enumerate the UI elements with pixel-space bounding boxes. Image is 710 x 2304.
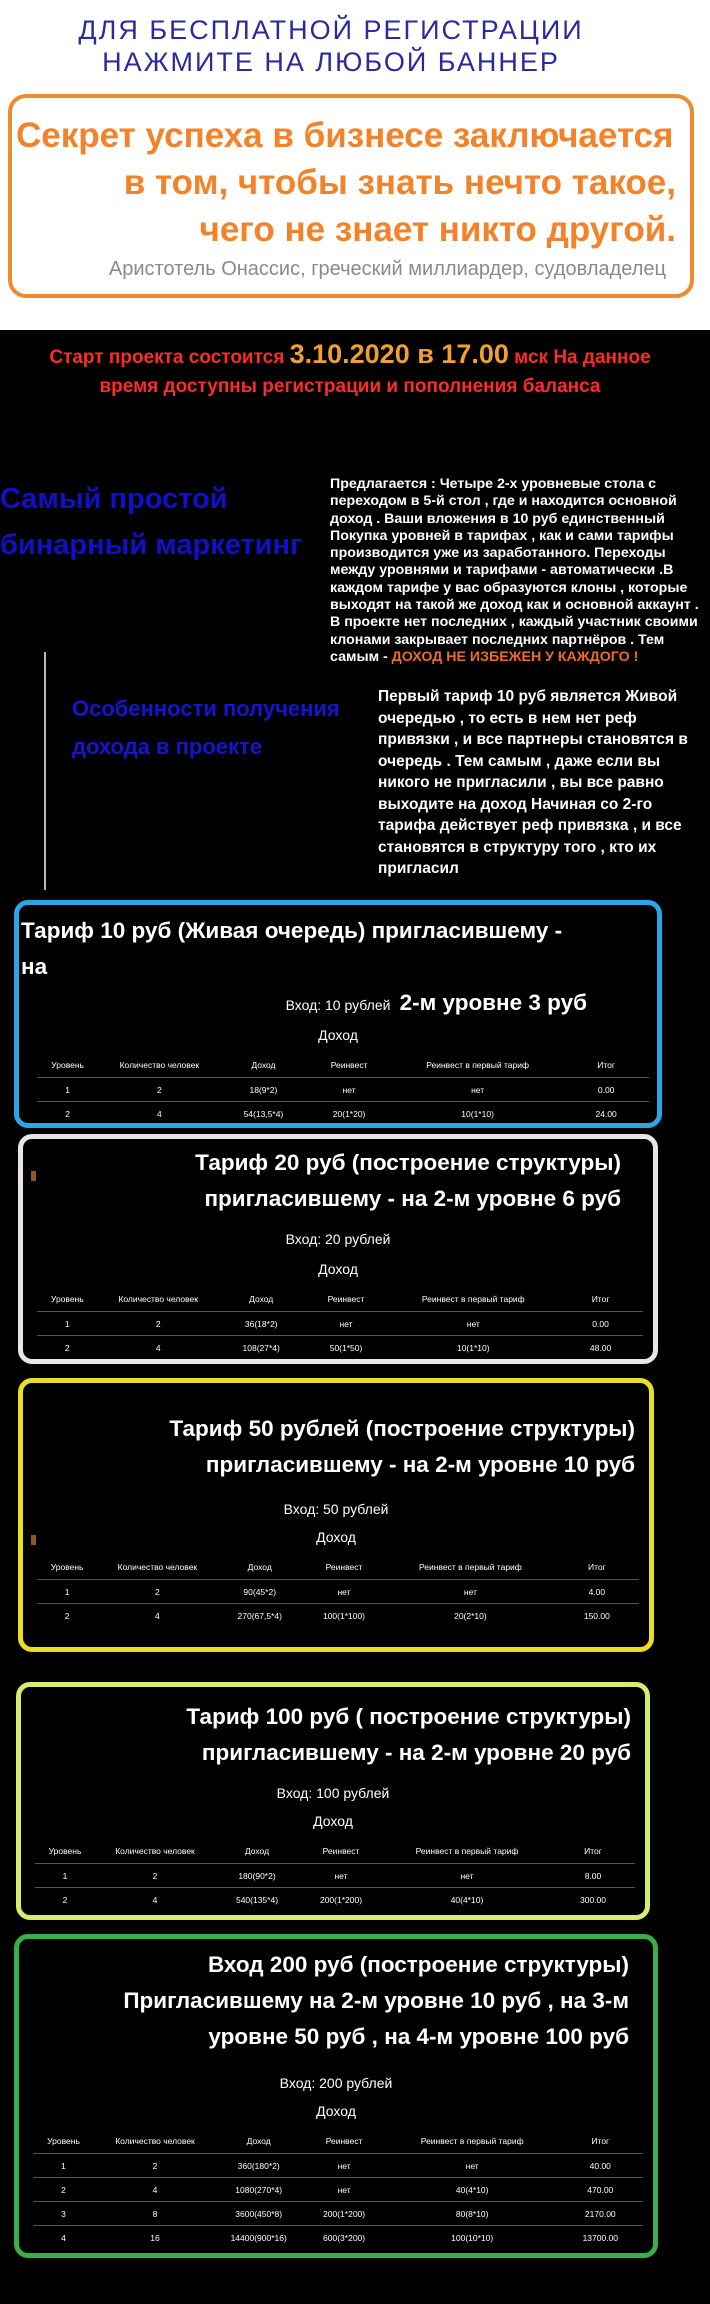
features-line-2: дохода в проекте (72, 734, 263, 759)
table-row (37, 1102, 649, 1126)
tariff-title-line: пригласившему - на 2-м уровне 10 руб (205, 1452, 635, 1477)
table-cell: 180(90*2) (215, 1864, 299, 1888)
table-cell: 2 (94, 2154, 216, 2178)
table-cell: 4 (155, 1342, 161, 1353)
table-cell: 108(27*4) (242, 1342, 280, 1353)
table-header-row (37, 1287, 643, 1312)
table-header-cell: Реинвест в первый тариф (387, 2129, 558, 2154)
table-cell: 1 (37, 1312, 98, 1336)
table-cell: нет (383, 1864, 551, 1888)
table-cell: 150.00 (583, 1610, 610, 1621)
table-row (35, 1888, 635, 1912)
table-row (33, 2154, 643, 2178)
first-tarif-description: Первый тариф 10 руб является Живой очередью , то есть в нем нет реф привязки , и все партнеры становятся в очередь . Тем самым , даже если вы никого не пригласили , вы все равно выходите на доход Начиная со 2-го тарифа действует реф привязка , и все становятся в структуру того , кто их пригласил (378, 688, 688, 877)
tariff-table (37, 1555, 639, 1627)
quote-banner[interactable] (8, 94, 694, 298)
tariff-title (23, 1699, 631, 1771)
table-header-cell: Количество человек (98, 1053, 220, 1078)
table-cell: 4 (157, 1108, 162, 1119)
table-cell: 600(3*200) (323, 2232, 366, 2243)
table-cell: 0.00 (558, 1312, 643, 1336)
quote-text[interactable] (16, 112, 676, 253)
table-cell: 4 (155, 1610, 160, 1621)
bullet-marker (31, 1171, 36, 1181)
table-row (33, 2226, 643, 2250)
table-cell: 270(67,5*4) (237, 1610, 282, 1621)
table-cell: 20(1*20) (332, 1108, 366, 1119)
table-header-cell: Реинвест (301, 2129, 386, 2154)
table-cell: 1 (35, 1864, 95, 1888)
table-cell: 200(1*200) (319, 1894, 363, 1905)
table-cell: 100(10*10) (451, 2232, 494, 2243)
table-header-cell: Уровень (37, 1555, 97, 1580)
table-cell: нет (301, 2178, 386, 2202)
table-header-cell: Доход (215, 1839, 299, 1864)
table-cell: 48.00 (589, 1342, 612, 1353)
table-cell: 1 (37, 1580, 97, 1604)
registration-banner[interactable] (0, 14, 662, 78)
table-header-cell: Количество человек (95, 1839, 215, 1864)
table-cell: 3600(450*8) (216, 2202, 301, 2226)
start-suffix: мск На данное время доступны регистрации и пополнения баланса (99, 347, 651, 397)
table-cell: 80(8*10) (387, 2202, 558, 2226)
table-header-cell: Итог (551, 1839, 635, 1864)
quote-author: Аристотель Онассис, греческий миллиардер, судовладелец (108, 258, 666, 280)
table-cell: 0.00 (563, 1078, 649, 1102)
table-cell: 16 (150, 2232, 160, 2243)
header-area (0, 0, 710, 330)
tariff-income-label: Доход (316, 2103, 356, 2119)
tariff-entry: Вход: 50 рублей (283, 1501, 389, 1517)
table-cell: нет (386, 1580, 555, 1604)
table-cell: 10(1*10) (456, 1342, 490, 1353)
table-cell: 54(13,5*4) (243, 1108, 284, 1119)
table-cell: 40.00 (558, 2154, 643, 2178)
features-line-1: Особенности получения (72, 696, 340, 721)
offer-body: Предлагается : Четыре 2-х уровневые стола с переходом в 5-й стол , где и находится основной доход . Ваши вложения в 10 руб единственный Покупка уровней в тарифах , как и сами тарифы производится уже из заработанного. Переходы между уровнями и тарифами - автоматически .В каждом тарифе у вас образуются клоны , которые выходят на такой же доход как и основной аккаунт . В проекте нет последних , каждый участник своими клонами закрывает последних партнёров . Тем самым - (330, 476, 699, 665)
table-header-cell: Доход (218, 1555, 302, 1580)
divider (44, 652, 46, 890)
tariff-card-1[interactable] (14, 900, 662, 1128)
table-header-cell: Реинвест (302, 1555, 386, 1580)
bullet-marker (31, 1535, 36, 1545)
table-cell: 2 (65, 1108, 70, 1119)
table-cell: 4.00 (555, 1580, 639, 1604)
table-header-cell: Уровень (37, 1053, 98, 1078)
table-cell: 24.00 (595, 1108, 617, 1119)
table-cell: 20(2*10) (454, 1610, 487, 1621)
table-header-cell: Реинвест (299, 1839, 383, 1864)
simple-marketing-heading (0, 476, 310, 568)
table-header-cell: Итог (558, 2129, 643, 2154)
table-row (37, 1336, 643, 1360)
tariff-title-line: уровне 50 руб , на 4-м уровне 100 руб (208, 2024, 629, 2049)
table-header-cell: Доход (221, 1053, 307, 1078)
table-cell: нет (302, 1580, 386, 1604)
table-header-cell: Количество человек (98, 1287, 219, 1312)
table-cell: 10(1*10) (461, 1108, 494, 1119)
table-header-row (37, 1555, 639, 1580)
tariff-card-2[interactable] (18, 1134, 658, 1364)
tariff-income-label: Доход (318, 1027, 358, 1043)
tariff-title (25, 1145, 621, 1217)
table-cell: 4 (152, 1894, 158, 1905)
table-header-row (33, 2129, 643, 2154)
table-header-row (35, 1839, 635, 1864)
table-cell: 2170.00 (558, 2202, 643, 2226)
table-cell: 18(9*2) (221, 1078, 307, 1102)
table-cell: нет (392, 1078, 563, 1102)
tariff-table (37, 1287, 643, 1359)
table-row (33, 2202, 643, 2226)
table-cell: 2 (98, 1078, 220, 1102)
table-cell: 8 (94, 2202, 216, 2226)
tariff-entry: Вход: 200 рублей (279, 2075, 393, 2091)
start-prefix: Старт проекта состоится (49, 347, 290, 368)
table-cell: 4 (61, 2232, 66, 2243)
tariff-entry: Вход: 10 рублей (285, 997, 391, 1013)
table-cell: 2 (97, 1580, 217, 1604)
table-header-cell: Реинвест в первый тариф (386, 1555, 555, 1580)
tariff-income-label: Доход (316, 1529, 356, 1545)
table-header-row (37, 1053, 649, 1078)
tariff-entry: Вход: 20 рублей (285, 1231, 391, 1247)
tariff-income-label: Доход (318, 1261, 358, 1277)
table-cell: 90(45*2) (218, 1580, 302, 1604)
table-header-cell: Количество человек (94, 2129, 216, 2154)
start-announcement (40, 340, 660, 401)
tariff-title-line: Пригласившему на 2-м уровне 10 руб , на 3-м (123, 1988, 629, 2013)
offer-text (330, 476, 702, 666)
tariff-table (33, 2129, 643, 2249)
tariff-card-4[interactable] (16, 1682, 650, 1920)
table-row (33, 2178, 643, 2202)
table-header-cell: Реинвест в первый тариф (392, 1053, 563, 1078)
tariff-title-line: Тариф 100 руб ( построение структуры) (186, 1704, 631, 1729)
table-cell: 2 (98, 1312, 219, 1336)
start-date: 3.10.2020 в 17.00 (289, 339, 509, 369)
tariff-title-line: пригласившему - на 2-м уровне 6 руб (204, 1186, 621, 1211)
table-cell: 3 (33, 2202, 94, 2226)
table-header-cell: Доход (216, 2129, 301, 2154)
table-cell: 540(135*4) (235, 1894, 279, 1905)
table-header-cell: Реинвест в первый тариф (383, 1839, 551, 1864)
tariff-income-label: Доход (313, 1813, 353, 1829)
tariff-title-line: 2-м уровне 3 руб (399, 990, 587, 1015)
table-cell: 360(180*2) (216, 2154, 301, 2178)
table-cell: 2 (33, 2178, 94, 2202)
table-cell: нет (387, 2154, 558, 2178)
table-header-cell: Доход (219, 1287, 304, 1312)
quote-line-3: чего не знает никто другой. (199, 210, 676, 249)
quote-line-1: Секрет успеха в бизнесе заключается (16, 116, 674, 155)
features-heading (72, 690, 372, 766)
tariff-title (25, 1411, 635, 1483)
registration-line-1[interactable]: ДЛЯ БЕСПЛАТНОЙ РЕГИСТРАЦИИ (78, 15, 584, 45)
tariff-card-5[interactable] (14, 1934, 658, 2258)
table-header-cell: Количество человек (97, 1555, 217, 1580)
table-header-cell: Уровень (37, 1287, 98, 1312)
table-cell: 50(1*50) (329, 1342, 363, 1353)
table-header-cell: Уровень (33, 2129, 94, 2154)
table-row (35, 1864, 635, 1888)
tariff-title-line: Тариф 10 руб (Живая очередь) пригласившему - на (21, 918, 563, 979)
table-header-cell: Итог (558, 1287, 643, 1312)
registration-line-2[interactable]: НАЖМИТЕ НА ЛЮБОЙ БАННЕР (102, 47, 560, 77)
table-cell: 1 (37, 1078, 98, 1102)
table-cell: 2 (64, 1610, 70, 1621)
table-header-cell: Реинвест в первый тариф (388, 1287, 558, 1312)
table-cell: 2 (64, 1342, 70, 1353)
simple-marketing-line-1: Самый простой (0, 483, 228, 515)
table-cell: 4 (94, 2178, 216, 2202)
tariff-card-3[interactable] (18, 1378, 654, 1652)
offer-accent: ДОХОД НЕ ИЗБЕЖЕН У КАЖДОГО ! (391, 648, 639, 665)
table-cell: 300.00 (580, 1894, 606, 1905)
table-cell: 14400(900*16) (230, 2232, 287, 2243)
table-header-cell: Реинвест (306, 1053, 392, 1078)
table-cell: нет (306, 1078, 392, 1102)
tariff-title-line: Тариф 50 рублей (построение структуры) (169, 1416, 635, 1441)
table-row (37, 1580, 639, 1604)
table-header-cell: Реинвест (304, 1287, 389, 1312)
table-cell: 2 (62, 1894, 68, 1905)
table-cell: 2 (95, 1864, 215, 1888)
table-cell: нет (299, 1864, 383, 1888)
table-cell: 1080(270*4) (216, 2178, 301, 2202)
tariff-table (37, 1053, 649, 1125)
table-cell: 40(4*10) (387, 2178, 558, 2202)
tariff-title-line: пригласившему - на 2-м уровне 20 руб (201, 1740, 631, 1765)
tariff-title (21, 1947, 629, 2055)
table-cell: 200(1*200) (301, 2202, 386, 2226)
table-cell: нет (304, 1312, 389, 1336)
table-row (37, 1312, 643, 1336)
simple-marketing-line-2: бинарный маркетинг (0, 529, 303, 561)
table-cell: 1 (33, 2154, 94, 2178)
table-header-cell: Итог (555, 1555, 639, 1580)
table-cell: нет (388, 1312, 558, 1336)
table-row (37, 1078, 649, 1102)
table-cell: нет (301, 2154, 386, 2178)
tariff-table (35, 1839, 635, 1911)
tariff-title-line: Вход 200 руб (построение структуры) (207, 1952, 629, 1977)
quote-line-2: в том, чтобы знать нечто такое, (123, 163, 676, 202)
table-header-cell: Уровень (35, 1839, 95, 1864)
table-cell: 40(4*10) (450, 1894, 484, 1905)
table-header-cell: Итог (563, 1053, 649, 1078)
table-cell: 8.00 (551, 1864, 635, 1888)
table-cell: 36(18*2) (219, 1312, 304, 1336)
table-cell: 100(1*100) (322, 1610, 366, 1621)
table-cell: 13700.00 (582, 2232, 619, 2243)
table-row (37, 1604, 639, 1628)
table-cell: 470.00 (558, 2178, 643, 2202)
tariff-title-line: Тариф 20 руб (построение структуры) (195, 1150, 621, 1175)
tariff-entry: Вход: 100 рублей (276, 1785, 390, 1801)
